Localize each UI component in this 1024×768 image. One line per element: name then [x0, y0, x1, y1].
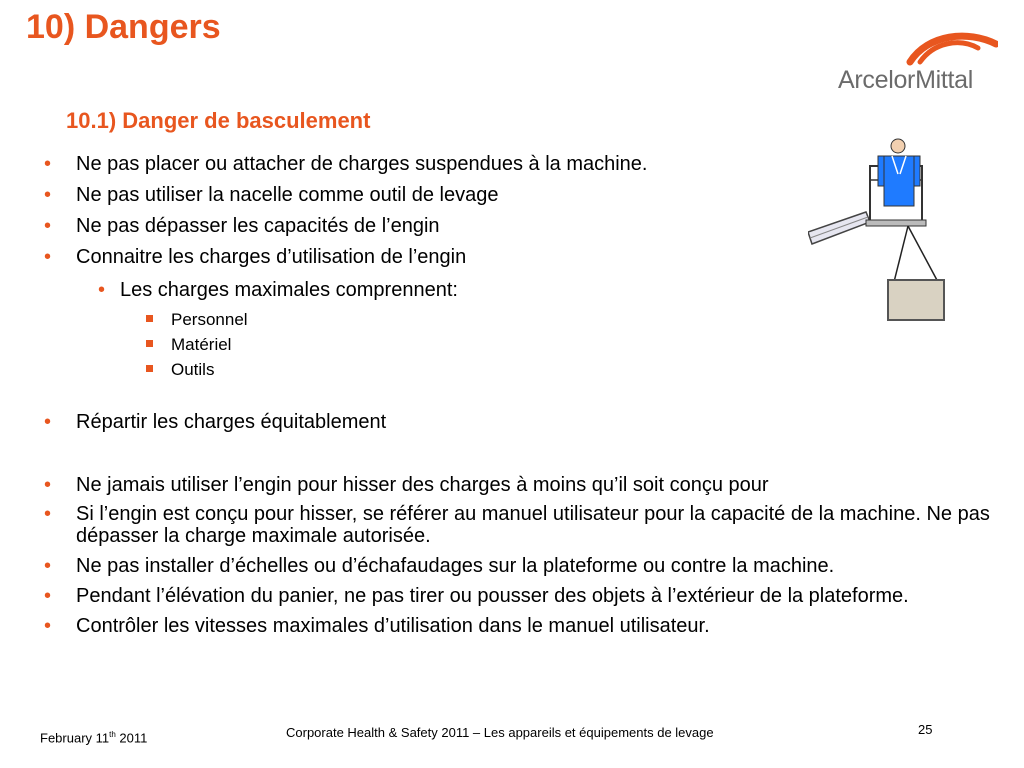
list-item: • Connaitre les charges d’utilisation de l’engin	[44, 246, 467, 268]
list-item: • Ne pas utiliser la nacelle comme outil de levage	[44, 184, 499, 206]
footer-title: Corporate Health & Safety 2011 – Les appareils et équipements de levage	[286, 725, 714, 740]
list-item: • Ne jamais utiliser l’engin pour hisser des charges à moins qu’il soit conçu pour	[44, 474, 769, 496]
aerial-platform-load-illustration	[808, 134, 978, 324]
list-item: • Si l’engin est conçu pour hisser, se référer au manuel utilisateur pour la capacité de la machine. Ne pas dépasser la charge maximale autorisée.	[44, 503, 990, 547]
sub-sub-bullet-list	[132, 307, 248, 382]
list-item: Personnel	[132, 307, 248, 332]
list-item: • Répartir les charges équitablement	[44, 411, 387, 433]
middle-bullet-list	[40, 411, 386, 433]
list-item: • Ne pas placer ou attacher de charges suspendues à la machine.	[44, 153, 648, 175]
list-item: • Pendant l’élévation du panier, ne pas tirer ou pousser des objets à l’extérieur de la plateforme.	[44, 585, 909, 607]
slide-subtitle: 10.1) Danger de basculement	[66, 108, 371, 133]
list-item: Matériel	[132, 332, 248, 357]
list-item: • Les charges maximales comprennent:	[98, 279, 458, 301]
page-number: 25	[918, 722, 933, 737]
sub-bullet-list	[84, 279, 458, 302]
list-item: • Contrôler les vitesses maximales d’utilisation dans le manuel utilisateur.	[44, 615, 710, 637]
list-item: • Ne pas installer d’échelles ou d’échafaudages sur la plateforme ou contre la machine.	[44, 555, 835, 577]
top-bullet-list	[40, 153, 647, 277]
list-item: • Ne pas dépasser les capacités de l’engin	[44, 215, 440, 237]
slide-title: 10) Dangers	[26, 8, 221, 46]
logo-text: ArcelorMittal	[838, 66, 974, 94]
bottom-bullet-list	[40, 474, 990, 637]
footer-date: February 11th 2011	[40, 730, 148, 746]
list-item: Outils	[132, 357, 248, 382]
